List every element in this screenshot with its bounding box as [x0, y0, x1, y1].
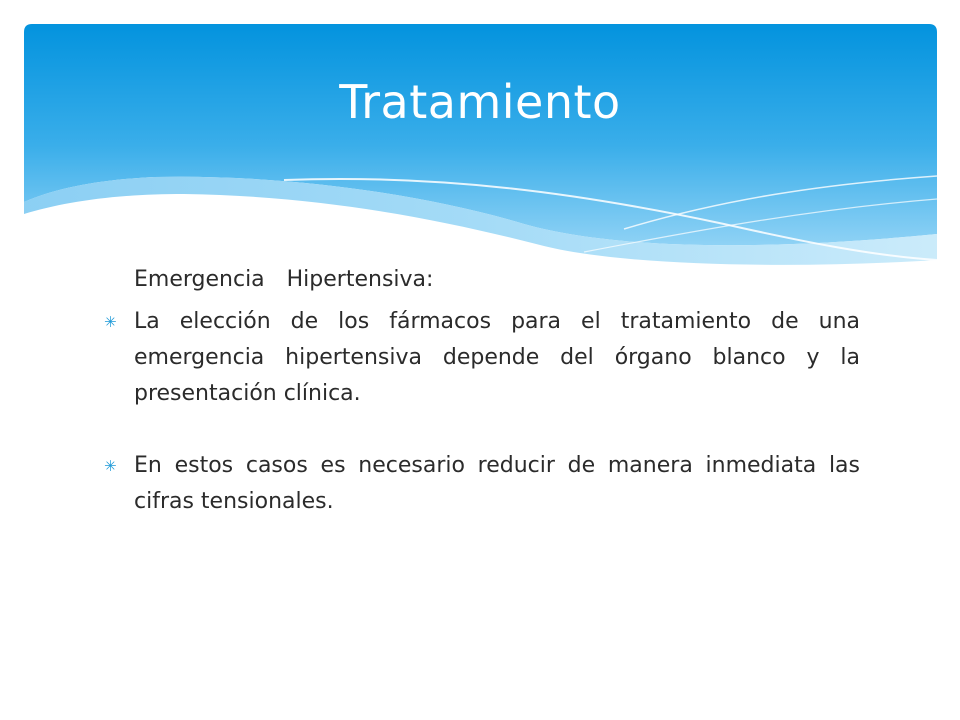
bullet-text: En estos casos es necesario reducir de manera inmediata las cifras tensionales.	[134, 453, 860, 514]
header-banner	[24, 24, 937, 269]
slide-body	[100, 262, 860, 556]
header-wave-graphic	[24, 24, 937, 269]
asterisk-bullet-icon: ✳	[104, 457, 117, 475]
bullet-text: La elección de los fármacos para el tratamiento de una emergencia hipertensiva depende del órgano blanco y la presentación clínica.	[134, 309, 860, 406]
asterisk-bullet-icon: ✳	[104, 313, 117, 331]
list-item	[100, 304, 860, 412]
bullet-list	[100, 304, 860, 520]
list-item	[100, 448, 860, 520]
slide-title: Tratamiento	[339, 75, 621, 129]
section-heading: Emergencia Hipertensiva:	[134, 267, 434, 292]
